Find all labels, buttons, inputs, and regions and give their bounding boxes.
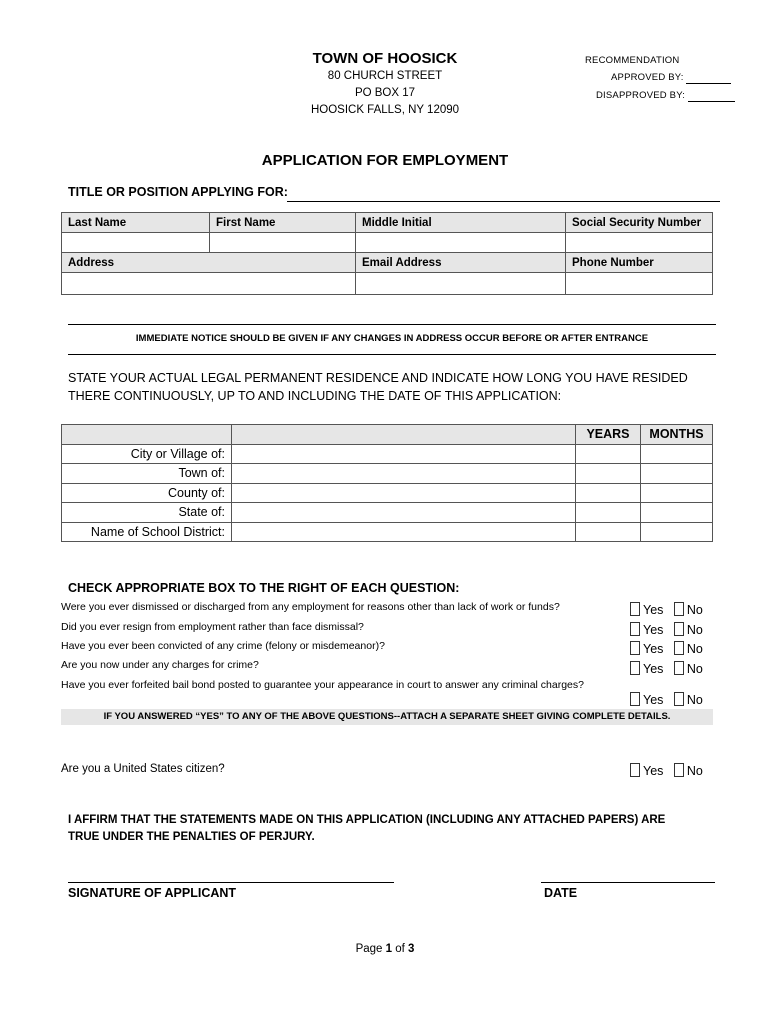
question-charges: Are you now under any charges for crime? bbox=[61, 659, 259, 671]
yes-label: Yes bbox=[643, 642, 664, 656]
yes-label: Yes bbox=[643, 693, 664, 707]
residence-header-blank bbox=[232, 425, 576, 445]
town-label: Town of: bbox=[62, 464, 232, 484]
citizen-options bbox=[630, 763, 720, 778]
ssn-header: Social Security Number bbox=[566, 213, 713, 233]
approved-by-label: APPROVED BY: bbox=[611, 72, 684, 83]
yes-checkbox[interactable] bbox=[630, 692, 640, 706]
date-field[interactable] bbox=[541, 882, 715, 883]
middle-initial-field[interactable] bbox=[356, 233, 566, 253]
no-label: No bbox=[686, 642, 703, 656]
disapproved-by-line[interactable] bbox=[688, 90, 735, 102]
phone-header: Phone Number bbox=[566, 253, 713, 273]
county-years-field[interactable] bbox=[576, 483, 641, 503]
yes-checkbox[interactable] bbox=[630, 641, 640, 655]
disapproved-by-label: DISAPPROVED BY: bbox=[596, 90, 686, 101]
disapproved-by-row bbox=[596, 90, 735, 102]
no-checkbox[interactable] bbox=[674, 692, 684, 706]
page-number bbox=[0, 943, 770, 955]
no-label: No bbox=[686, 693, 703, 707]
address-change-notice: IMMEDIATE NOTICE SHOULD BE GIVEN IF ANY CHANGES IN ADDRESS OCCUR BEFORE OR AFTER ENTRANCE bbox=[135, 333, 649, 344]
affirmation-statement: I AFFIRM THAT THE STATEMENTS MADE ON THIS APPLICATION (INCLUDING ANY ATTACHED PAPERS) ARE TRUE UNDER THE PENALTIES OF PERJURY. bbox=[68, 814, 666, 843]
last-name-field[interactable] bbox=[62, 233, 210, 253]
question-convicted: Have you ever been convicted of any crime (felony or misdemeanor)? bbox=[61, 640, 385, 652]
city-years-field[interactable] bbox=[576, 444, 641, 464]
last-name-header: Last Name bbox=[62, 213, 210, 233]
question-dismissed: Were you ever dismissed or discharged from any employment for reasons other than lack of work or funds? bbox=[61, 601, 560, 613]
months-header: MONTHS bbox=[641, 425, 713, 445]
citizen-question: Are you a United States citizen? bbox=[61, 763, 225, 775]
no-label: No bbox=[686, 623, 703, 637]
yes-answer-warning: IF YOU ANSWERED “YES” TO ANY OF THE ABOVE QUESTIONS--ATTACH A SEPARATE SHEET GIVING COMPLETE DETAILS. bbox=[61, 709, 713, 725]
school-district-months-field[interactable] bbox=[641, 522, 713, 542]
question-bail-options bbox=[630, 692, 720, 707]
county-label: County of: bbox=[62, 483, 232, 503]
town-field[interactable] bbox=[232, 464, 576, 484]
question-convicted-options bbox=[630, 641, 720, 656]
city-label: City or Village of: bbox=[62, 444, 232, 464]
town-years-field[interactable] bbox=[576, 464, 641, 484]
middle-initial-header: Middle Initial bbox=[356, 213, 566, 233]
first-name-header: First Name bbox=[210, 213, 356, 233]
questions-heading: CHECK APPROPRIATE BOX TO THE RIGHT OF EACH QUESTION: bbox=[68, 581, 460, 595]
no-label: No bbox=[686, 764, 703, 778]
address-line-3: HOOSICK FALLS, NY 12090 bbox=[310, 104, 460, 116]
state-months-field[interactable] bbox=[641, 503, 713, 523]
town-months-field[interactable] bbox=[641, 464, 713, 484]
email-field[interactable] bbox=[356, 273, 566, 295]
total-pages: 3 bbox=[408, 943, 415, 955]
position-label: TITLE OR POSITION APPLYING FOR: bbox=[68, 185, 288, 199]
state-field[interactable] bbox=[232, 503, 576, 523]
town-name: TOWN OF HOOSICK bbox=[312, 50, 458, 67]
question-dismissed-options bbox=[630, 602, 720, 617]
address-field[interactable] bbox=[62, 273, 356, 295]
address-header: Address bbox=[62, 253, 356, 273]
approved-by-line[interactable] bbox=[686, 72, 731, 84]
page-word: Page bbox=[355, 943, 383, 955]
address-line-2: PO BOX 17 bbox=[354, 87, 416, 99]
of-word: of bbox=[395, 943, 405, 955]
email-header: Email Address bbox=[356, 253, 566, 273]
yes-label: Yes bbox=[643, 623, 664, 637]
no-label: No bbox=[686, 603, 703, 617]
form-title: APPLICATION FOR EMPLOYMENT bbox=[261, 152, 509, 169]
no-checkbox[interactable] bbox=[674, 641, 684, 655]
date-label: DATE bbox=[544, 886, 578, 900]
ssn-field[interactable] bbox=[566, 233, 713, 253]
no-checkbox[interactable] bbox=[674, 763, 684, 777]
residence-table bbox=[61, 424, 713, 542]
question-resigned-options bbox=[630, 622, 720, 637]
residence-header-blank bbox=[62, 425, 232, 445]
years-header: YEARS bbox=[576, 425, 641, 445]
yes-checkbox[interactable] bbox=[630, 763, 640, 777]
signature-label: SIGNATURE OF APPLICANT bbox=[68, 886, 237, 900]
yes-label: Yes bbox=[643, 662, 664, 676]
yes-checkbox[interactable] bbox=[630, 661, 640, 675]
divider bbox=[68, 324, 716, 325]
personal-info-table bbox=[61, 212, 713, 295]
city-field[interactable] bbox=[232, 444, 576, 464]
question-charges-options bbox=[630, 661, 720, 676]
address-line-1: 80 CHURCH STREET bbox=[327, 70, 443, 82]
no-checkbox[interactable] bbox=[674, 602, 684, 616]
no-checkbox[interactable] bbox=[674, 622, 684, 636]
question-bail: Have you ever forfeited bail bond posted to guarantee your appearance in court to answer any criminal charges? bbox=[61, 679, 584, 691]
signature-field[interactable] bbox=[68, 882, 394, 883]
state-label: State of: bbox=[62, 503, 232, 523]
no-checkbox[interactable] bbox=[674, 661, 684, 675]
school-district-years-field[interactable] bbox=[576, 522, 641, 542]
yes-checkbox[interactable] bbox=[630, 622, 640, 636]
residence-instructions: STATE YOUR ACTUAL LEGAL PERMANENT RESIDENCE AND INDICATE HOW LONG YOU HAVE RESIDED THERE CONTINUOUSLY, UP TO AND INCLUDING THE DATE OF THIS APPLICATION: bbox=[68, 371, 688, 403]
county-field[interactable] bbox=[232, 483, 576, 503]
current-page: 1 bbox=[385, 943, 393, 955]
yes-label: Yes bbox=[643, 603, 664, 617]
yes-label: Yes bbox=[643, 764, 664, 778]
county-months-field[interactable] bbox=[641, 483, 713, 503]
position-field[interactable] bbox=[287, 201, 720, 202]
phone-field[interactable] bbox=[566, 273, 713, 295]
no-label: No bbox=[686, 662, 703, 676]
state-years-field[interactable] bbox=[576, 503, 641, 523]
question-resigned: Did you ever resign from employment rather than face dismissal? bbox=[61, 621, 364, 633]
divider bbox=[68, 354, 716, 355]
recommendation-label: RECOMMENDATION bbox=[585, 55, 680, 66]
city-months-field[interactable] bbox=[641, 444, 713, 464]
school-district-label: Name of School District: bbox=[62, 522, 232, 542]
school-district-field[interactable] bbox=[232, 522, 576, 542]
yes-checkbox[interactable] bbox=[630, 602, 640, 616]
approved-by-row bbox=[611, 72, 731, 84]
first-name-field[interactable] bbox=[210, 233, 356, 253]
